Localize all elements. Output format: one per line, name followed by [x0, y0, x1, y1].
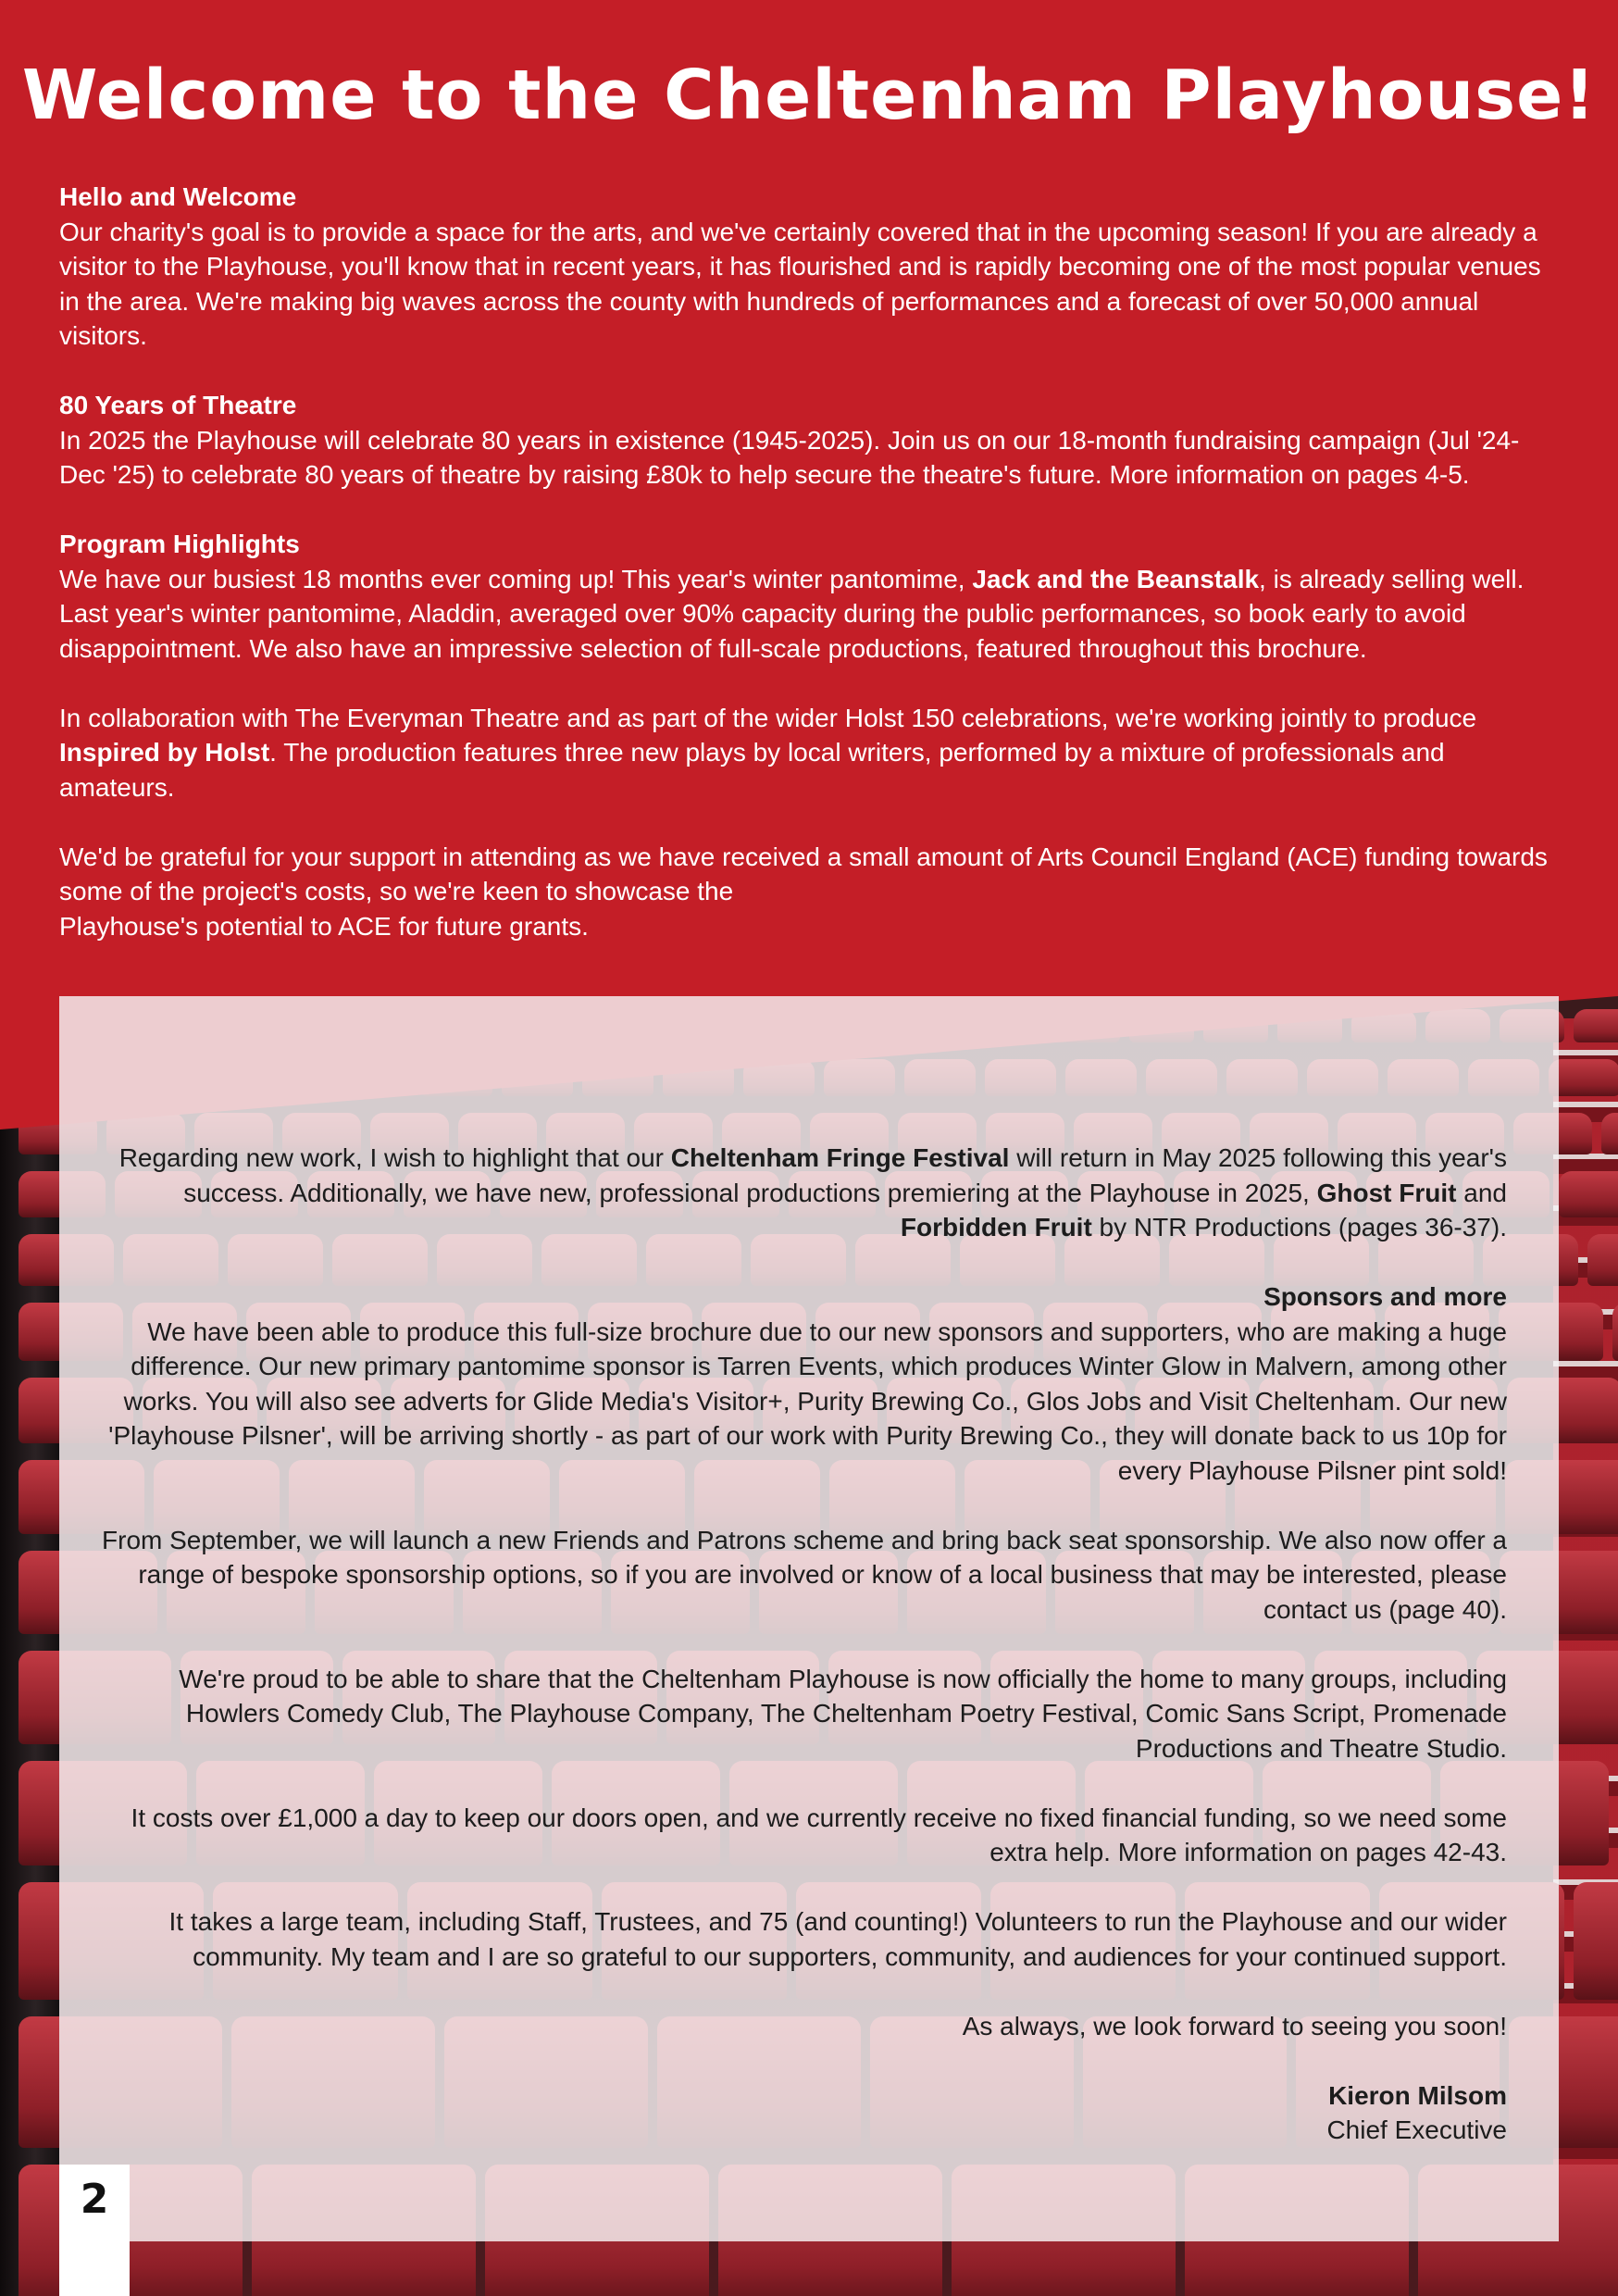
sponsors-paragraph-2: From September, we will launch a new Friends and Patrons scheme and bring back seat sponsorship. We also now offer a range of bespoke sponsorship options, so if you are involved or know of a local business that may be interested, please contact us (page 40).: [102, 1525, 1507, 1624]
text-run: We'd be grateful for your support in attending as we have received a small amount of Arts Council England (ACE) funding towards some of the project's costs, so we're keen to showcase the: [59, 842, 1548, 905]
highlights-paragraph-2: [59, 701, 1559, 805]
fringe-festival-name: Cheltenham Fringe Festival: [670, 1143, 1010, 1172]
welcome-section: [59, 180, 1559, 354]
sponsors-paragraph-5: It takes a large team, including Staff, Trustees, and 75 (and counting!) Volunteers to run the Playhouse and our wider community. My team and I are so grateful to our supporters, community, and audiences for your continued support.: [168, 1907, 1507, 1971]
text-run: by NTR Productions (pages 36-37).: [1091, 1213, 1507, 1242]
page-title: Welcome to the Cheltenham Playhouse!: [21, 56, 1597, 135]
highlights-paragraph-1: [59, 562, 1559, 667]
seat: [1574, 1882, 1618, 2000]
page-number: 2: [80, 2176, 109, 2223]
show-title-jack-and-the-beanstalk: Jack and the Beanstalk: [972, 564, 1260, 593]
intro-section: [59, 180, 1559, 979]
highlights-paragraph-3: [59, 840, 1559, 944]
anniversary-text: In 2025 the Playhouse will celebrate 80 years in existence (1945-2025). Join us on our 18-month fundraising campaign (Jul '24-Dec '25) to celebrate 80 years of theatre by raising £80k to help secure the theatre's future. More information on pages 4-5.: [59, 425, 1520, 489]
show-title-ghost-fruit: Ghost Fruit: [1316, 1178, 1457, 1207]
sponsors-paragraph-4: It costs over £1,000 a day to keep our doors open, and we currently receive no fixed financial funding, so we need some extra help. More information on pages 42-43.: [131, 1803, 1507, 1866]
anniversary-heading: 80 Years of Theatre: [59, 391, 297, 419]
highlights-section: [59, 527, 1559, 666]
welcome-heading: Hello and Welcome: [59, 182, 297, 211]
sponsors-paragraph-3: We're proud to be able to share that the Cheltenham Playhouse is now officially the home to many groups, including Howlers Comedy Club, The Playhouse Company, The Cheltenham Poetry Festival, Comic Sans Script, Promenade Productions and Theatre Studio.: [179, 1664, 1507, 1763]
seat: [1549, 1059, 1618, 1096]
sponsors-heading: Sponsors and more: [1263, 1282, 1507, 1311]
sponsors-paragraph-1: We have been able to produce this full-size brochure due to our new sponsors and supporters, who are making a huge difference. Our new primary pantomime sponsor is Tarren Events, which produces Winter Glow in Malvern, among other works. You will also see adverts for Glide Media's Visitor+, Purity Brewing Co., Glos Jobs and Visit Cheltenham. Our new 'Playhouse Pilsner', will be arriving shortly - as part of our work with Purity Brewing Co., they will donate back to us 10p for every Playhouse Pilsner pint sold!: [108, 1316, 1507, 1485]
welcome-text: Our charity's goal is to provide a space for the arts, and we've certainly covered that in the upcoming season! If you are already a visitor to the Playhouse, you'll know that in recent years, it has flourished and is rapidly becoming one of the most popular venues in the area. We're making big waves across the county with hundreds of performances and a forecast of over 50,000 annual visitors.: [59, 217, 1541, 350]
text-run: , is already selling well. Last year's winter pantomime, Aladdin, averaged over 90% capacity during the public performances, so book early to avoid disappointment. We also have an impressive selection of full-scale productions, featured throughout this brochure.: [59, 564, 1525, 663]
signature-name: Kieron Milsom: [1328, 2080, 1507, 2110]
show-title-forbidden-fruit: Forbidden Fruit: [900, 1213, 1092, 1242]
text-run: Playhouse's potential to ACE for future grants.: [59, 911, 589, 941]
text-run: will return in May 2025 following this year's success. Additionally, we have new, professional productions premiering at the Playhouse in 2025,: [183, 1143, 1507, 1207]
anniversary-section: [59, 388, 1559, 493]
seat: [1559, 1171, 1618, 1217]
main-letter: [93, 1141, 1507, 2148]
seat: [1574, 1009, 1618, 1042]
new-work-paragraph: [93, 1141, 1507, 1245]
closing-line: As always, we look forward to seeing you soon!: [962, 2011, 1507, 2040]
text-run: Regarding new work, I wish to highlight that our: [118, 1143, 671, 1172]
seat: [1612, 1303, 1618, 1361]
highlights-heading: Program Highlights: [59, 530, 300, 558]
text-run: . The production features three new plays by local writers, performed by a mixture of professionals and amateurs.: [59, 738, 1445, 802]
text-run: and: [1456, 1178, 1507, 1207]
show-title-inspired-by-holst: Inspired by Holst: [59, 738, 270, 767]
text-run: We have our busiest 18 months ever coming up! This year's winter pantomime,: [59, 564, 973, 593]
text-run: In collaboration with The Everyman Theatre and as part of the wider Holst 150 celebrations, we're working jointly to produce: [59, 703, 1477, 732]
signature-role: Chief Executive: [1326, 2115, 1507, 2144]
seat: [1587, 1234, 1618, 1286]
seat: [1601, 1113, 1618, 1154]
